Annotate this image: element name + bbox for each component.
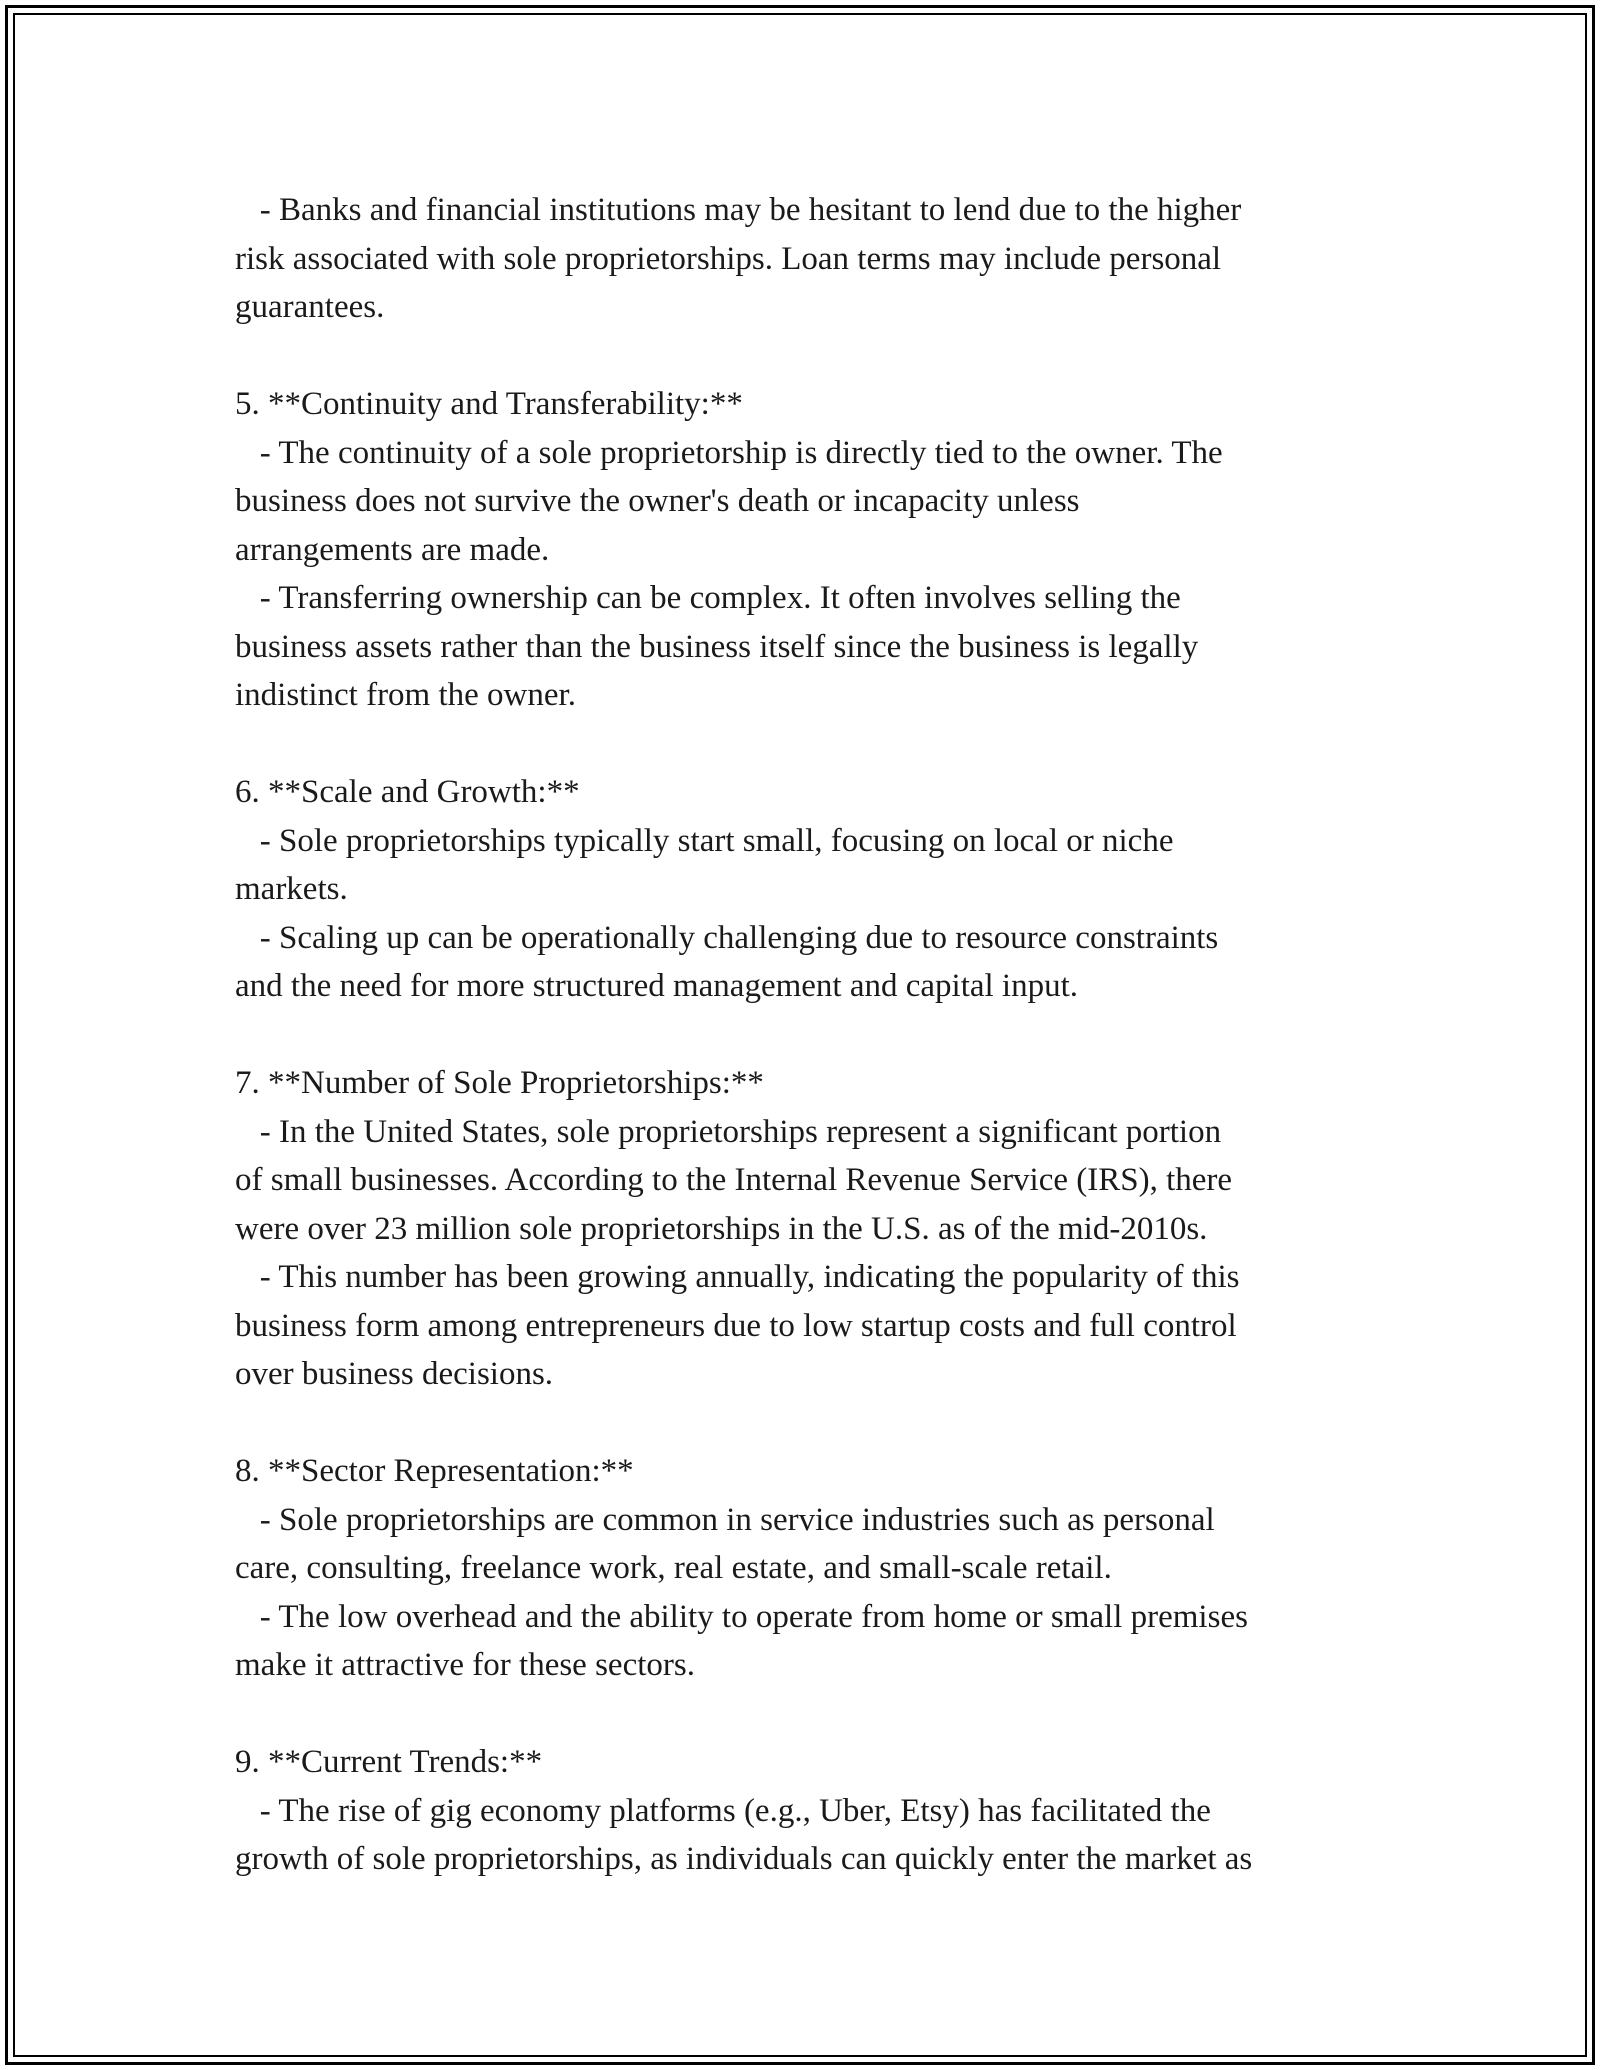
paragraph-spacer xyxy=(235,720,1375,769)
text-line: - Sole proprietorships typically start small, focusing on local or niche xyxy=(235,822,1174,859)
section-current-trends xyxy=(235,1738,1375,1884)
text-line: markets. xyxy=(235,871,348,907)
text-line: business does not survive the owner's death or incapacity unless xyxy=(235,483,1080,519)
section-heading: 8. **Sector Representation:** xyxy=(235,1453,634,1489)
text-line: arrangements are made. xyxy=(235,531,550,568)
text-line: business form among entrepreneurs due to low startup costs and full control xyxy=(235,1307,1237,1344)
text-line: risk associated with sole proprietorships. Loan terms may include personal xyxy=(235,240,1222,277)
section-heading: 6. **Scale and Growth:** xyxy=(235,774,580,810)
text-line: - The continuity of a sole proprietorship is directly tied to the owner. The xyxy=(235,434,1223,471)
text-line: - The low overhead and the ability to operate from home or small premises xyxy=(235,1598,1248,1635)
text-line: over business decisions. xyxy=(235,1356,554,1392)
text-line: were over 23 million sole proprietorships in the U.S. as of the mid-2010s. xyxy=(235,1210,1208,1247)
text-line: business assets rather than the business itself since the business is legally xyxy=(235,628,1199,665)
paragraph-spacer xyxy=(235,1011,1375,1060)
paragraph-spacer xyxy=(235,1690,1375,1739)
text-line: of small businesses. According to the Internal Revenue Service (IRS), there xyxy=(235,1162,1233,1198)
text-line: - Scaling up can be operationally challenging due to resource constraints xyxy=(235,919,1219,956)
text-line: - Transferring ownership can be complex. It often involves selling the xyxy=(235,580,1181,616)
text-line: indistinct from the owner. xyxy=(235,677,576,713)
text-line: care, consulting, freelance work, real estate, and small-scale retail. xyxy=(235,1550,1112,1586)
text-line: - In the United States, sole proprietorships represent a significant portion xyxy=(235,1113,1222,1150)
text-line: - This number has been growing annually, indicating the popularity of this xyxy=(235,1259,1240,1295)
text-line: - Banks and financial institutions may be hesitant to lend due to the higher xyxy=(235,192,1242,228)
text-line: make it attractive for these sectors. xyxy=(235,1647,695,1683)
text-line: and the need for more structured management and capital input. xyxy=(235,968,1079,1004)
document-body xyxy=(235,186,1375,1884)
section-sector-representation xyxy=(235,1447,1375,1690)
paragraph-spacer xyxy=(235,1399,1375,1448)
section-continuity xyxy=(235,380,1375,720)
paragraph-spacer xyxy=(235,332,1375,381)
section-number-of-proprietorships xyxy=(235,1059,1375,1399)
intro-paragraph xyxy=(235,186,1375,332)
text-line: - Sole proprietorships are common in service industries such as personal xyxy=(235,1501,1215,1538)
section-scale-growth xyxy=(235,768,1375,1011)
text-line: growth of sole proprietorships, as individuals can quickly enter the market as xyxy=(235,1841,1253,1877)
text-line: - The rise of gig economy platforms (e.g., Uber, Etsy) has facilitated the xyxy=(235,1792,1211,1829)
text-line: guarantees. xyxy=(235,289,385,325)
section-heading: 5. **Continuity and Transferability:** xyxy=(235,386,743,422)
section-heading: 7. **Number of Sole Proprietorships:** xyxy=(235,1065,764,1101)
section-heading: 9. **Current Trends:** xyxy=(235,1744,543,1780)
